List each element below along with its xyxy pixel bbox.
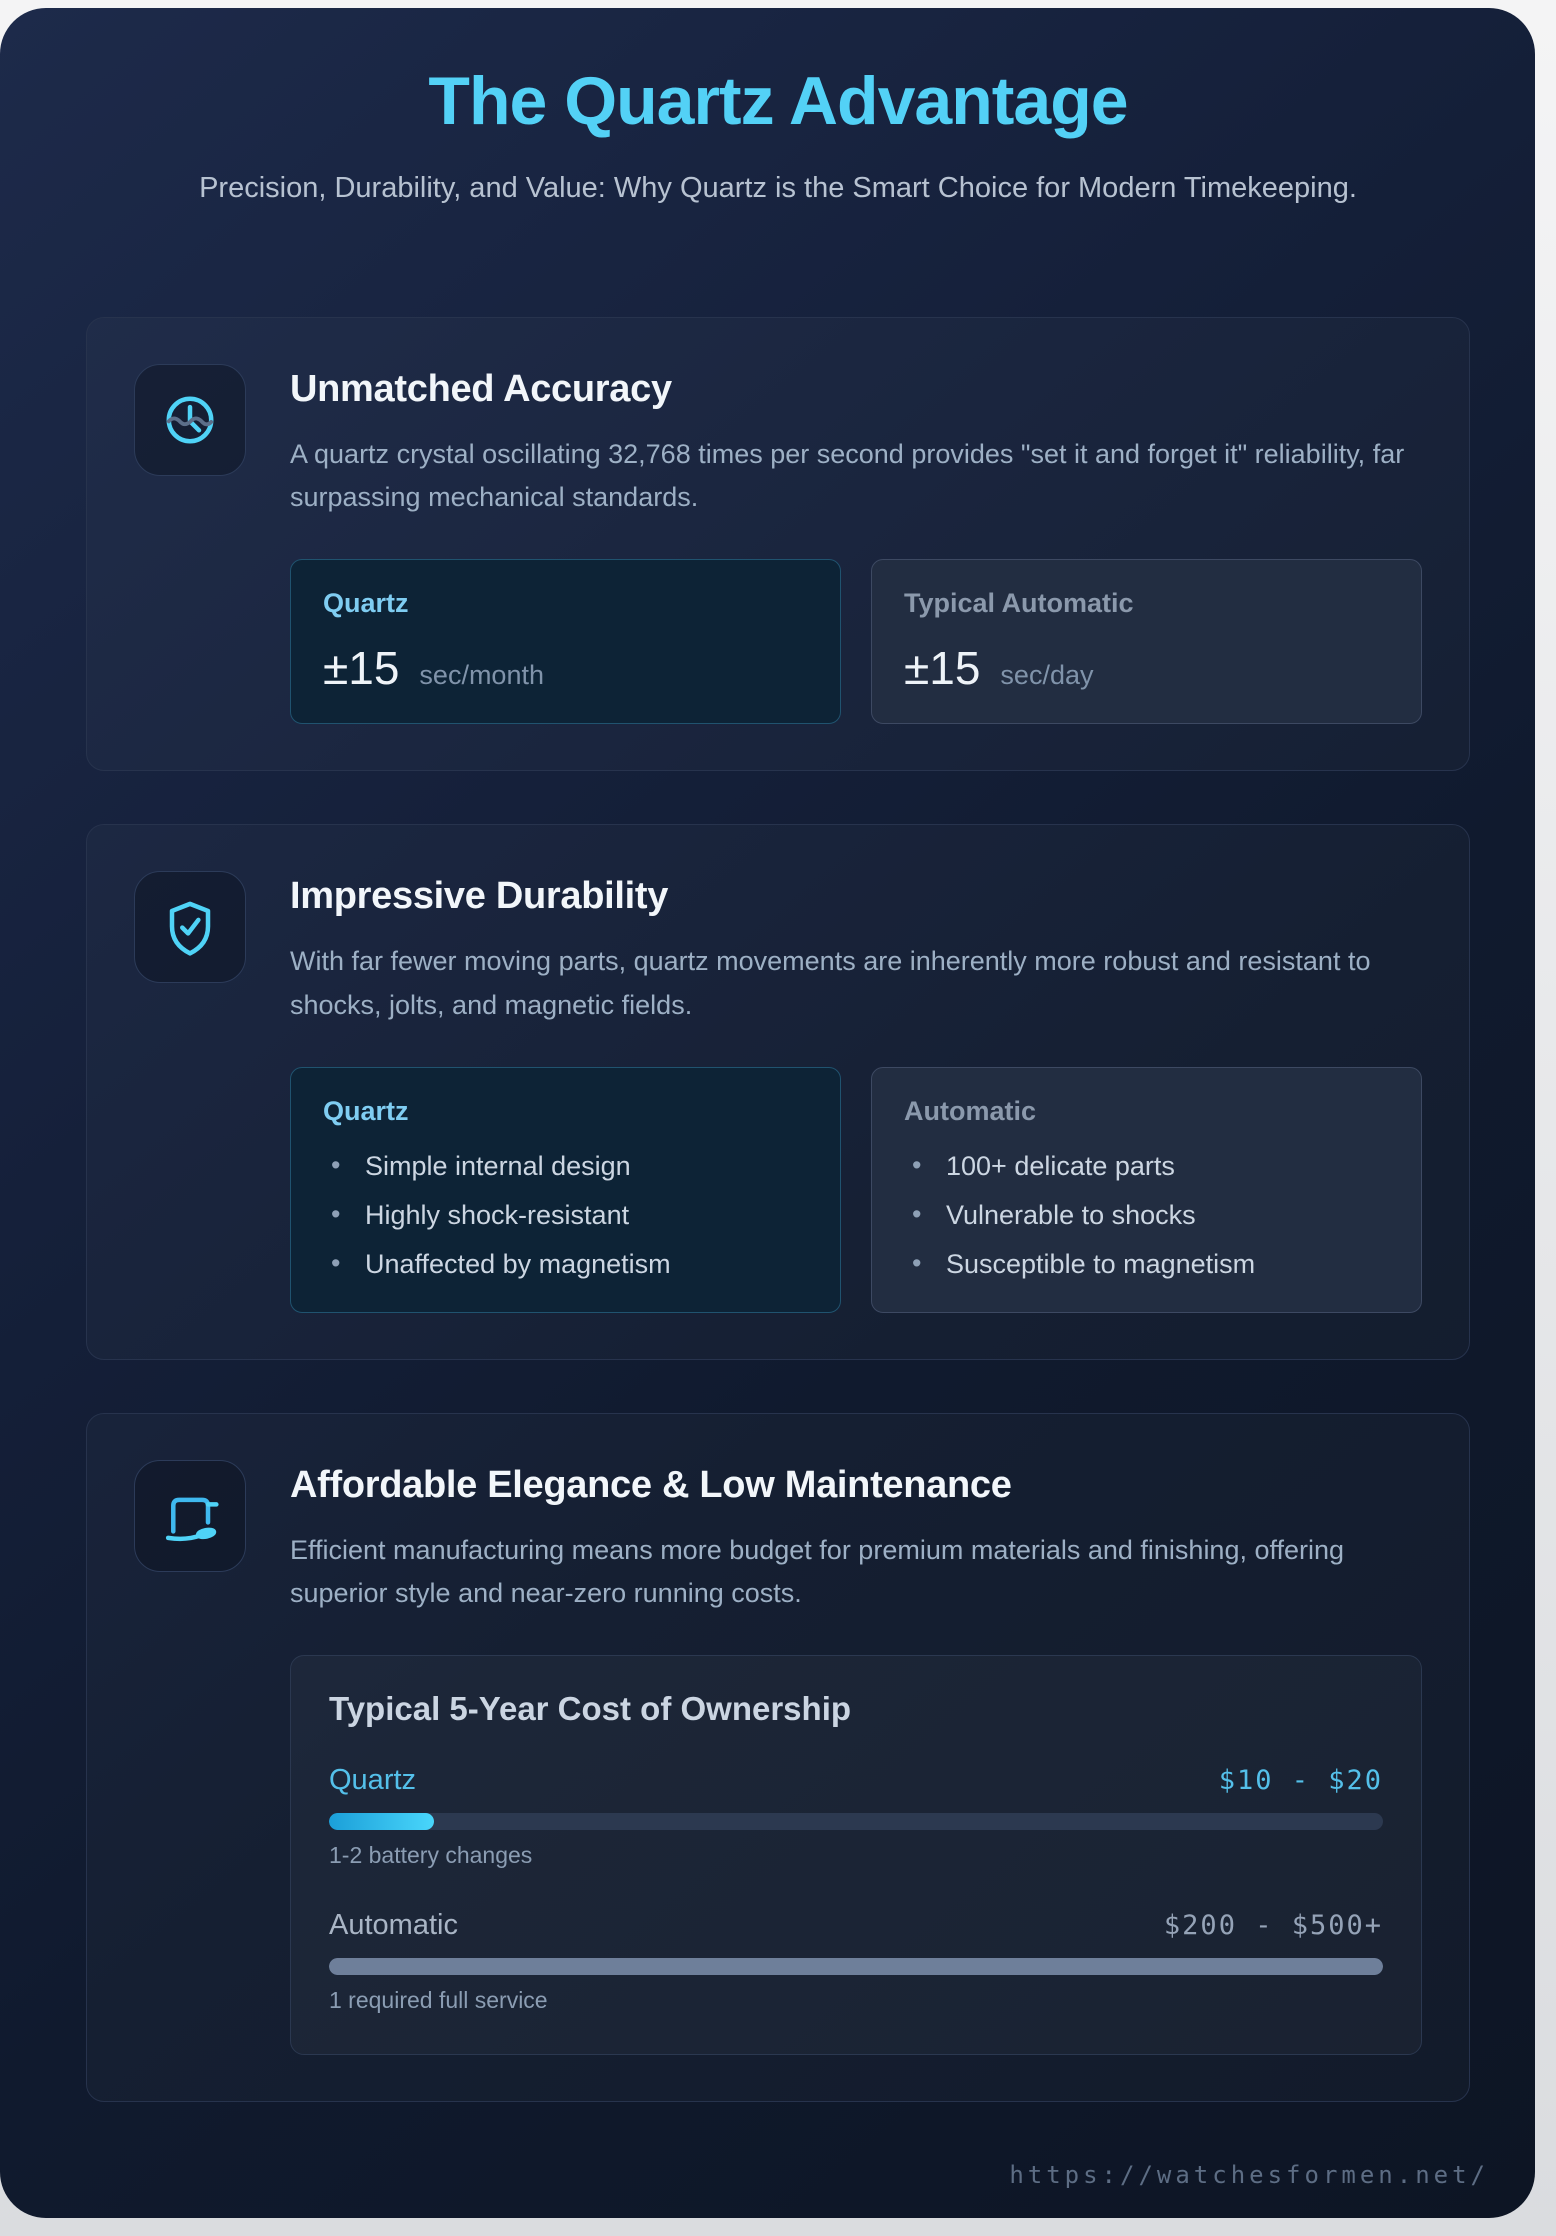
durability-automatic-box [871, 1067, 1422, 1313]
page-title: The Quartz Advantage [428, 63, 1128, 139]
cost-title: Affordable Elegance & Low Maintenance [290, 1463, 1012, 1506]
page-footer [0, 2155, 1535, 2189]
cost-card [86, 1413, 1470, 2102]
page-header [86, 8, 1470, 211]
cost-automatic-bar-track [329, 1958, 1383, 1975]
cost-row-quartz [329, 1764, 1383, 1869]
cost-icon-box [134, 1460, 246, 1572]
cost-of-ownership-panel [290, 1655, 1422, 2055]
accuracy-quartz-value: ±15 [323, 642, 400, 695]
durability-title: Impressive Durability [290, 875, 669, 918]
list-item: • Unaffected by magnetism [323, 1249, 808, 1280]
cost-automatic-label: Automatic [329, 1909, 458, 1942]
cost-quartz-bar-fill [329, 1813, 434, 1830]
cost-row-automatic [329, 1909, 1383, 2014]
cost-description: Efficient manufacturing means more budget for premium materials and finishing, offering superior style and near-zero running costs. [290, 1534, 1345, 1608]
durability-quartz-list [323, 1151, 808, 1280]
durability-quartz-box [290, 1067, 841, 1313]
cost-quartz-bar-track [329, 1813, 1383, 1830]
accuracy-card [86, 317, 1470, 771]
durability-icon-box [134, 871, 246, 983]
cost-automatic-range: $200 - $500+ [1163, 1910, 1383, 1942]
durability-card [86, 824, 1470, 1359]
cost-automatic-note: 1 required full service [329, 1987, 548, 2014]
durability-automatic-list [904, 1151, 1389, 1280]
durability-automatic-label: Automatic [904, 1095, 1037, 1126]
accuracy-automatic-unit: sec/day [1000, 660, 1094, 691]
accuracy-quartz-label: Quartz [323, 588, 409, 619]
durability-description: With far fewer moving parts, quartz movements are inherently more robust and resistant to shocks, jolts, and magnetic fields. [290, 946, 1371, 1020]
footer-url: https://watchesformen.net/ [1009, 2161, 1489, 2190]
accuracy-quartz-unit: sec/month [419, 660, 544, 691]
infographic-page [0, 8, 1535, 2218]
list-item: • 100+ delicate parts [904, 1151, 1389, 1182]
list-item: • Simple internal design [323, 1151, 808, 1182]
page-subtitle: Precision, Durability, and Value: Why Quartz is the Smart Choice for Modern Timekeeping. [199, 172, 1357, 204]
accuracy-automatic-box [871, 559, 1422, 724]
accuracy-quartz-box [290, 559, 841, 724]
accuracy-icon-box [134, 364, 246, 476]
shield-check-icon [154, 891, 226, 963]
accuracy-automatic-label: Typical Automatic [904, 588, 1134, 619]
accuracy-title: Unmatched Accuracy [290, 367, 672, 410]
clock-icon [154, 384, 226, 456]
accuracy-automatic-value: ±15 [904, 642, 981, 695]
list-item: • Highly shock-resistant [323, 1200, 808, 1231]
list-item: • Susceptible to magnetism [904, 1249, 1389, 1280]
cost-quartz-label: Quartz [329, 1764, 417, 1797]
cost-panel-title: Typical 5-Year Cost of Ownership [329, 1690, 852, 1728]
accuracy-description: A quartz crystal oscillating 32,768 times per second provides "set it and forget it" reliability, far surpassing mechanical standards. [290, 438, 1405, 513]
cost-quartz-note: 1-2 battery changes [329, 1842, 533, 1869]
cost-automatic-bar-fill [329, 1958, 1383, 1975]
list-item: • Vulnerable to shocks [904, 1200, 1389, 1231]
cost-quartz-range: $10 - $20 [1218, 1765, 1383, 1797]
price-tag-icon [154, 1480, 226, 1552]
durability-quartz-label: Quartz [323, 1095, 409, 1126]
